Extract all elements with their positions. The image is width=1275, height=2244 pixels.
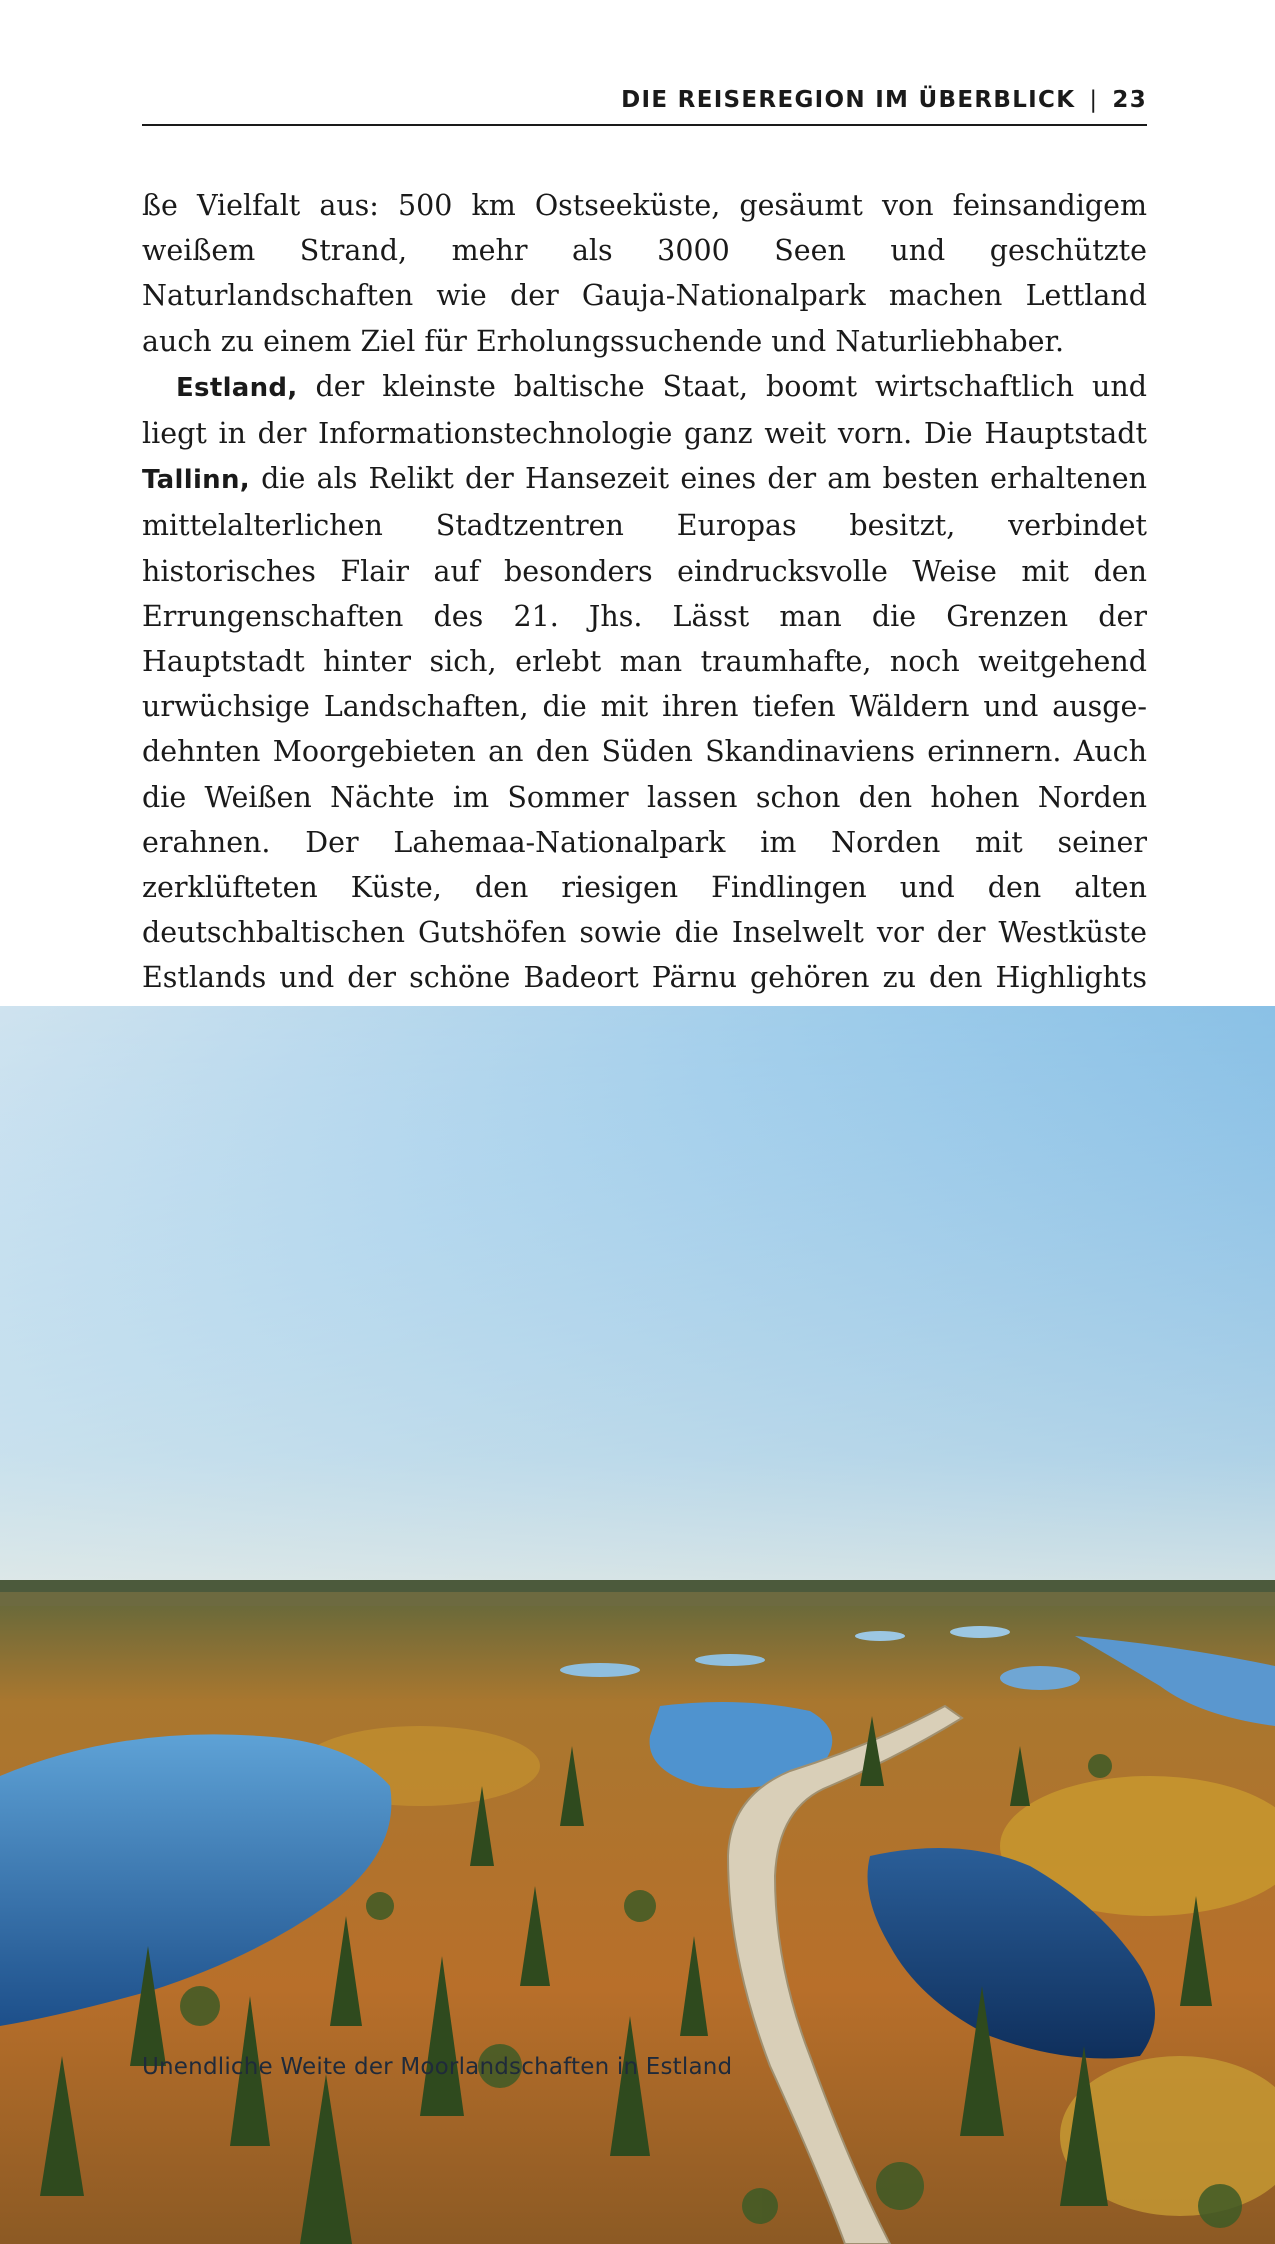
paragraph-1: ße Vielfalt aus: 500 km Ostseeküste, gesäumt von feinsandigem weißem Strand, mehr als 3000 Seen und geschützte Naturlandschaften wie der Gauja-Nationalpark machen Lettland auch zu einem Ziel für Erholungssuchende und Naturliebhaber. xyxy=(142,189,1147,358)
running-header xyxy=(142,76,1147,126)
page-number: 23 xyxy=(1112,87,1147,113)
section-title: DIE REISEREGION IM ÜBERBLICK xyxy=(621,87,1076,113)
paragraph-2-text-b: die als Relikt der Hansezeit eines der am besten erhaltenen mittelalterlichen Stadtzentren Europas besitzt, verbindet historisches Flair auf besonders eindrucksvolle Weise mit den Errungenschaften des 21. Jhs. Lässt man die Grenzen der Hauptstadt hinter sich, erlebt man traumhafte, noch weitgehend urwüchsige Landschaften, die mit ihren tiefen Wäldern und ausgedehnten Moorgebieten an den Süden Skandinaviens erinnern. Auch die Weißen Nächte im Sommer lassen schon den hohen Norden erahnen. Der Lahemaa-Nationalpark im Norden mit seiner zerklüfteten Küste, den riesigen Findlingen und den alten deutschbaltischen Gutshöfen sowie die Inselwelt vor der Westküste Estlands und der schöne Badeort Pärnu gehören zu den Highlights xyxy=(142,462,1147,995)
paragraph-2 xyxy=(142,364,1147,1046)
photo-caption: Unendliche Weite der Moorlandschaften in Estland xyxy=(142,2054,733,2080)
paragraph-2-text-a: der kleinste baltische Staat, boomt wirtschaftlich und liegt in der Informationstechnologie ganz weit vorn. Die Hauptstadt xyxy=(142,369,1147,451)
body-text xyxy=(142,183,1147,1046)
header-separator: | xyxy=(1089,87,1099,113)
keyword-tallinn: Tallinn, xyxy=(142,465,250,496)
moorland-photo xyxy=(0,1006,1275,2244)
keyword-estland: Estland, xyxy=(176,372,298,403)
